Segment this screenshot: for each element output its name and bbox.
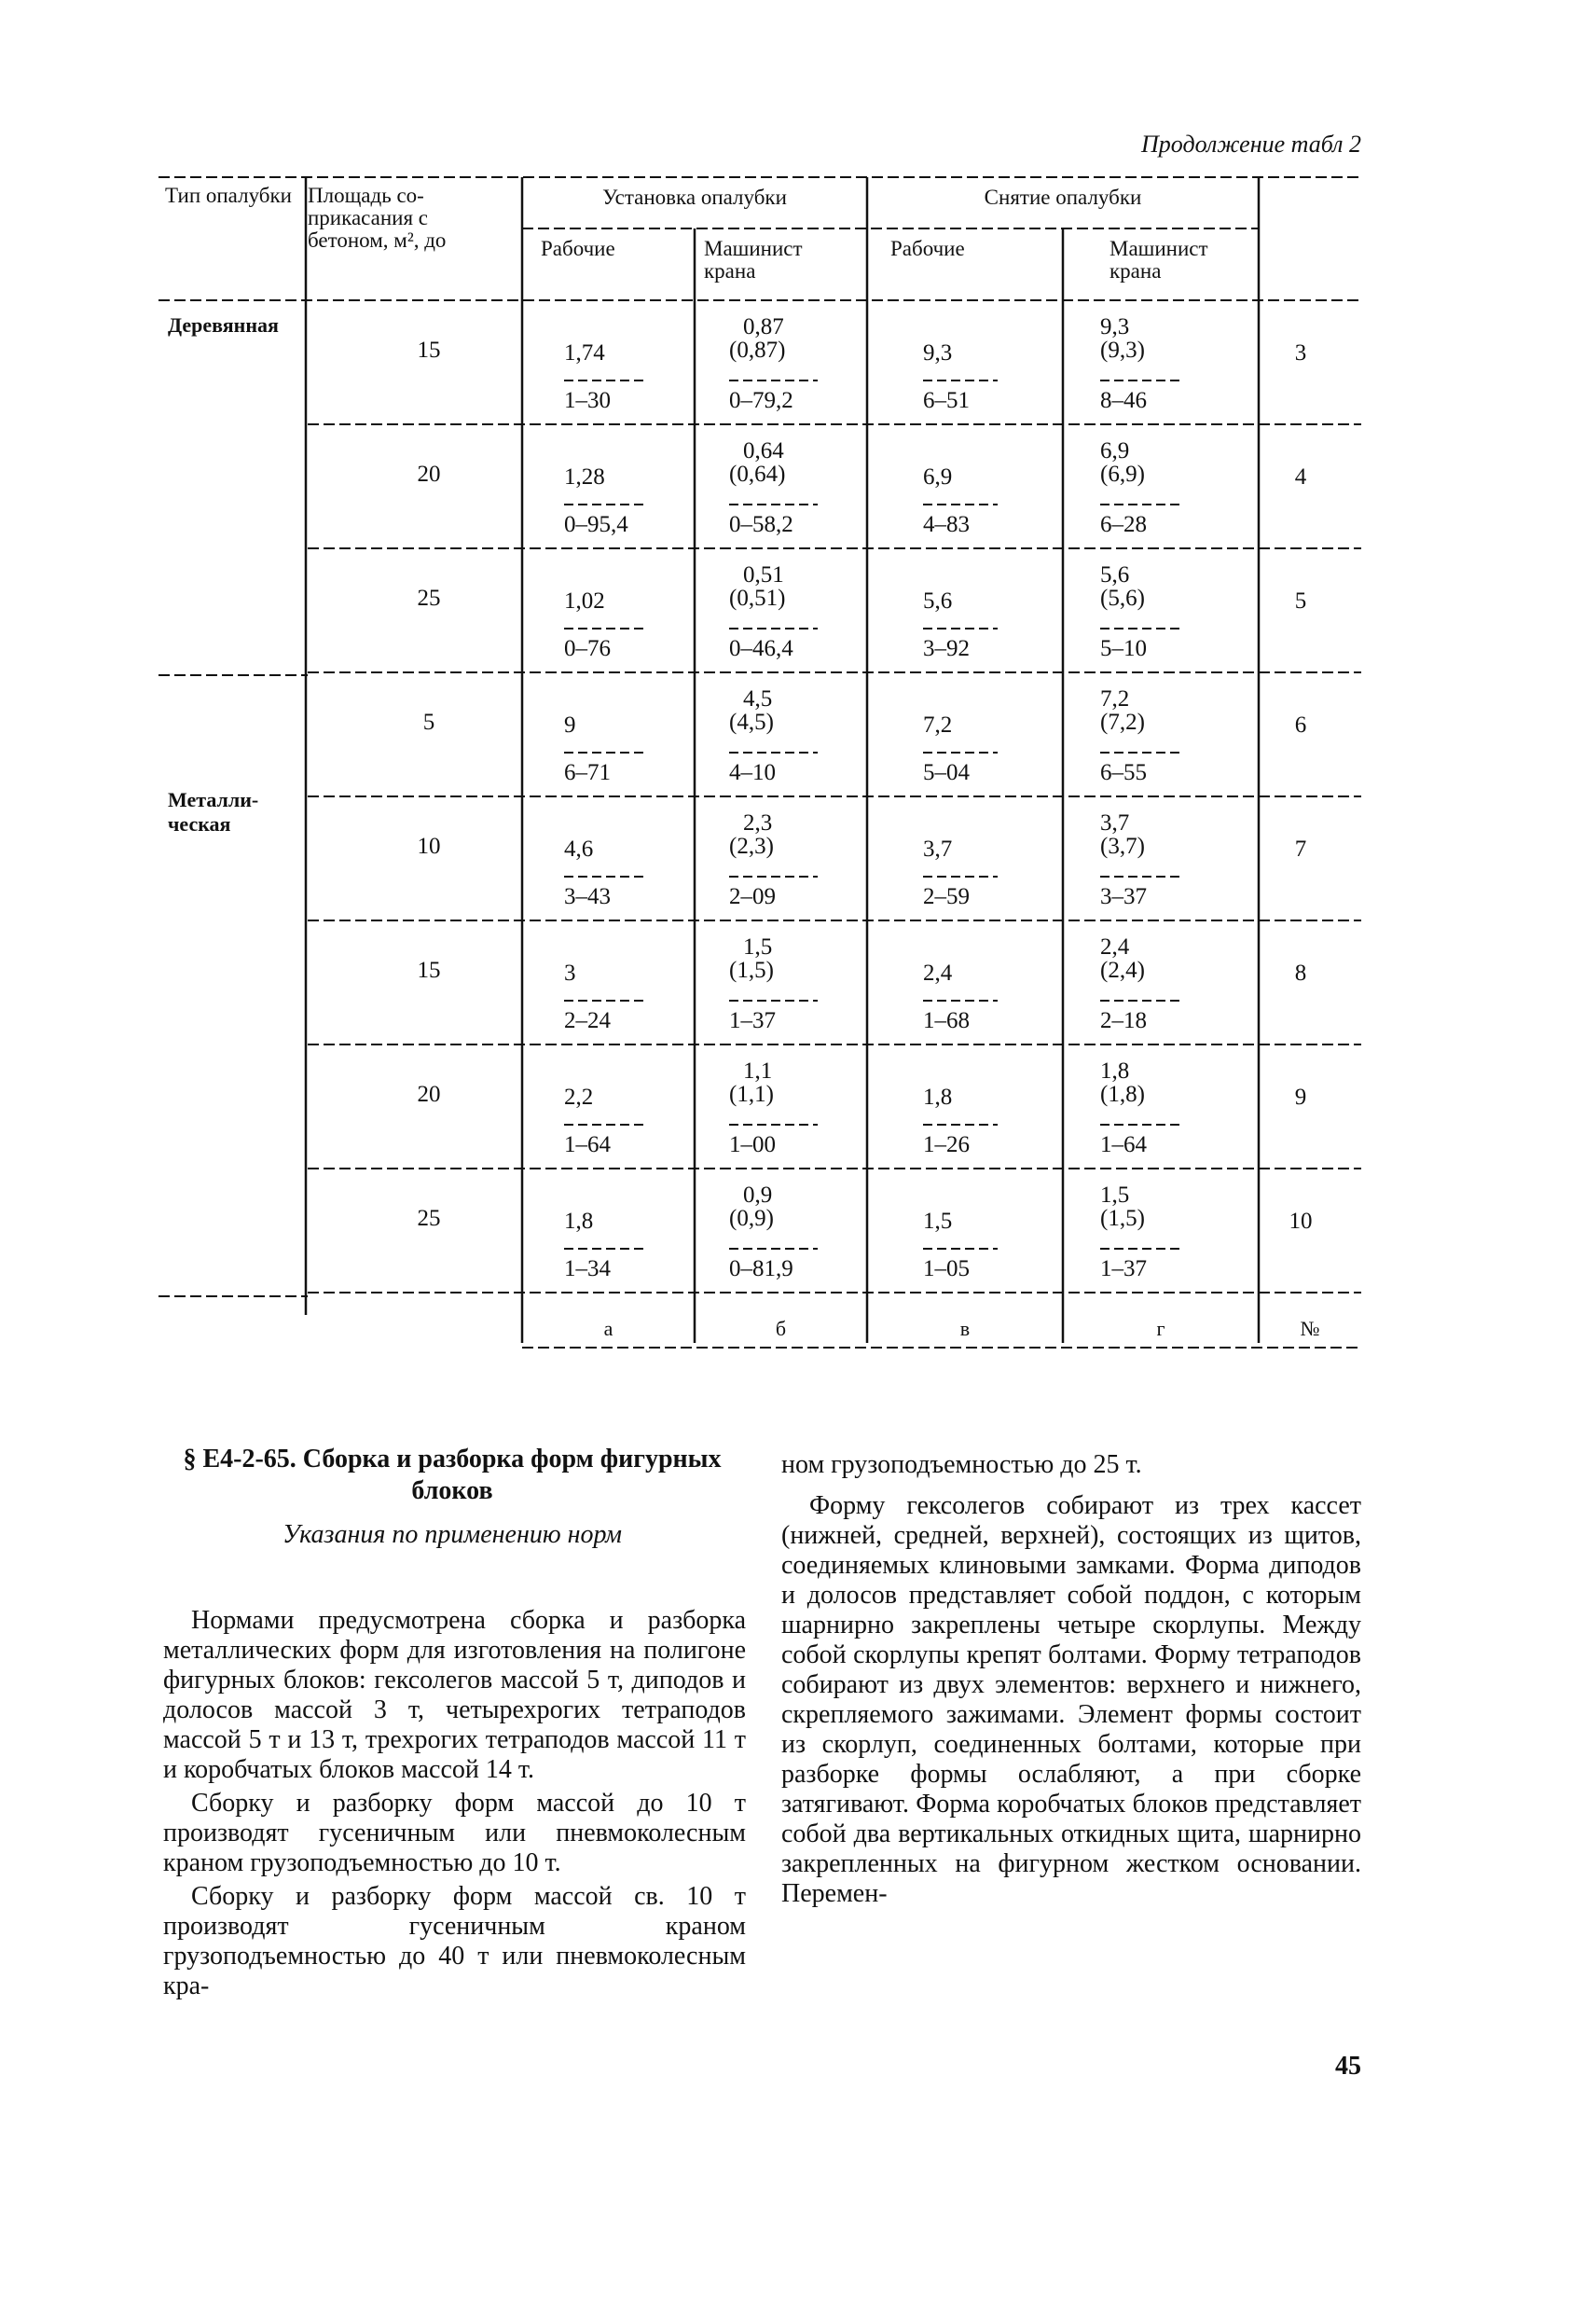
row-number: 8 (1294, 961, 1307, 986)
install-crane-norm-alt: (0,64) (729, 462, 786, 487)
install-crane-price: 1–00 (729, 1132, 776, 1157)
column-letter-b: б (775, 1317, 787, 1340)
left-paragraph-3: Сборку и разборку форм массой св. 10 т производят гусеничным краном грузоподъемностью до 40 т или пневмоколесным кра- (163, 1882, 746, 2000)
row-area: 10 (417, 834, 441, 859)
removal-crane-norm-alt: (9,3) (1100, 338, 1145, 363)
row-number: 10 (1289, 1209, 1313, 1234)
right-text-column (781, 1450, 1361, 1913)
removal-workers-norm: 6,9 (923, 464, 953, 490)
install-crane-norm: 0,64 (743, 438, 784, 463)
install-crane-norm: 1,1 (743, 1058, 773, 1084)
group-label-metal: Металли-ческая (168, 788, 259, 836)
section-subtitle: Указания по применению норм (283, 1520, 622, 1549)
header-removal-workers: Рабочие (890, 237, 965, 260)
removal-workers-price: 6–51 (923, 388, 970, 413)
removal-workers-norm: 3,7 (923, 837, 953, 862)
removal-workers-price: 1–68 (923, 1008, 970, 1033)
install-workers-price: 1–30 (564, 388, 611, 413)
removal-crane-norm: 7,2 (1100, 686, 1130, 712)
header-install-workers: Рабочие (541, 237, 615, 260)
column-letter-v: в (959, 1317, 971, 1340)
removal-crane-norm-alt: (1,8) (1100, 1082, 1145, 1107)
removal-workers-norm: 2,4 (923, 961, 953, 986)
row-area: 15 (417, 338, 441, 363)
install-workers-norm: 1,74 (564, 340, 605, 366)
removal-crane-price: 6–55 (1100, 760, 1147, 785)
removal-workers-price: 2–59 (923, 884, 970, 909)
left-paragraph-1: Нормами предусмотрена сборка и разборка металлических форм для изготовления на полигоне фигурных блоков: гексолегов массой 5 т, диподов и долосов массой 3 т, четырехрогих тетраподов массой 5 т и 13 т, трехрогих тетраподов массой 11 т и коробчатых блоков массой 14 т. (163, 1606, 746, 1784)
removal-workers-norm: 7,2 (923, 712, 953, 738)
install-crane-norm-alt: (0,9) (729, 1206, 774, 1231)
install-crane-norm-alt: (0,87) (729, 338, 786, 363)
install-crane-price: 1–37 (729, 1008, 776, 1033)
install-workers-price: 0–95,4 (564, 512, 628, 537)
install-workers-price: 2–24 (564, 1008, 611, 1033)
row-area: 5 (422, 710, 435, 735)
install-crane-norm: 0,87 (743, 314, 784, 339)
install-crane-price: 0–46,4 (729, 636, 793, 661)
removal-workers-norm: 9,3 (923, 340, 953, 366)
header-install-crane: Машинист крана (704, 237, 803, 283)
install-workers-price: 1–34 (564, 1256, 611, 1281)
install-crane-norm-alt: (4,5) (729, 710, 774, 735)
left-paragraph-2: Сборку и разборку форм массой до 10 т производят гусеничным или пневмоколесным краном грузоподъемностью до 10 т. (163, 1789, 746, 1877)
install-crane-price: 2–09 (729, 884, 776, 909)
row-area: 20 (417, 1082, 441, 1107)
removal-crane-norm: 6,9 (1100, 438, 1130, 463)
row-area: 25 (417, 1206, 441, 1231)
removal-crane-norm: 2,4 (1100, 934, 1130, 960)
column-letter-a: а (603, 1317, 613, 1340)
install-workers-price: 6–71 (564, 760, 611, 785)
install-crane-norm-alt: (2,3) (729, 834, 774, 859)
removal-crane-norm-alt: (5,6) (1100, 586, 1145, 611)
left-text-column (163, 1606, 746, 2005)
removal-crane-norm: 5,6 (1100, 562, 1130, 588)
removal-crane-norm-alt: (3,7) (1100, 834, 1145, 859)
removal-crane-norm: 1,5 (1100, 1183, 1130, 1208)
page-number: 45 (1335, 2052, 1361, 2081)
removal-crane-price: 5–10 (1100, 636, 1147, 661)
removal-workers-price: 1–05 (923, 1256, 970, 1281)
removal-crane-price: 1–64 (1100, 1132, 1147, 1157)
install-workers-norm: 9 (564, 712, 576, 738)
install-workers-price: 0–76 (564, 636, 611, 661)
row-number: 6 (1294, 712, 1307, 738)
row-number: 3 (1294, 340, 1307, 366)
removal-crane-norm-alt: (6,9) (1100, 462, 1145, 487)
install-crane-norm-alt: (1,5) (729, 958, 774, 983)
install-workers-price: 1–64 (564, 1132, 611, 1157)
removal-workers-norm: 5,6 (923, 588, 953, 614)
row-area: 20 (417, 462, 441, 487)
header-area: Площадь со-прикасания с бетоном, м², до (308, 184, 447, 252)
row-area: 15 (417, 958, 441, 983)
install-workers-norm: 1,02 (564, 588, 605, 614)
install-crane-norm: 1,5 (743, 934, 773, 960)
right-paragraph-2: Форму гексолегов собирают из трех кассет (нижней, средней, верхней), состоящих из щитов, соединяемых клиновыми замками. Форма диподов и долосов представляет собой поддон, с которым шарнирно закреплены четыре скорлупы. Между собой скорлупы крепят болтами. Форму тетраподов собирают из двух элементов: верхнего и нижнего, скрепляемого зажимами. Элемент формы состоит из скорлуп, соединенных болтами, которые при разборке формы ослабляют, а при сборке затягивают. Форма коробчатых блоков представляет собой два вертикальных откидных щита, шарнирно закрепленных на фигурном жестком основании. Перемен- (781, 1491, 1361, 1908)
removal-crane-norm-alt: (2,4) (1100, 958, 1145, 983)
install-crane-norm: 4,5 (743, 686, 773, 712)
group-label-wooden: Деревянная (168, 313, 279, 337)
section-title: § Е4-2-65. Сборка и разборка форм фигурных блоков (183, 1445, 722, 1505)
install-crane-norm: 2,3 (743, 810, 773, 836)
header-type: Тип опалубки (165, 184, 292, 207)
install-workers-norm: 4,6 (564, 837, 594, 862)
removal-crane-price: 2–18 (1100, 1008, 1147, 1033)
right-paragraph-1: ном грузоподъемностью до 25 т. (781, 1450, 1142, 1479)
column-letter-number: № (1300, 1317, 1320, 1340)
install-crane-norm: 0,9 (743, 1183, 773, 1208)
install-workers-norm: 3 (564, 961, 576, 986)
install-crane-norm-alt: (0,51) (729, 586, 786, 611)
install-workers-norm: 1,28 (564, 464, 605, 490)
removal-workers-norm: 1,5 (923, 1209, 953, 1234)
removal-crane-norm-alt: (1,5) (1100, 1206, 1145, 1231)
removal-crane-norm-alt: (7,2) (1100, 710, 1145, 735)
install-crane-norm-alt: (1,1) (729, 1082, 774, 1107)
removal-crane-price: 8–46 (1100, 388, 1147, 413)
removal-crane-norm: 9,3 (1100, 314, 1130, 339)
removal-crane-price: 6–28 (1100, 512, 1147, 537)
header-removal: Снятие опалубки (984, 186, 1142, 209)
header-removal-crane: Машинист крана (1110, 237, 1208, 283)
install-workers-price: 3–43 (564, 884, 611, 909)
removal-crane-norm: 3,7 (1100, 810, 1130, 836)
install-workers-norm: 1,8 (564, 1209, 594, 1234)
removal-crane-price: 1–37 (1100, 1256, 1147, 1281)
row-number: 5 (1294, 588, 1307, 614)
row-number: 9 (1294, 1085, 1307, 1110)
removal-workers-price: 1–26 (923, 1132, 970, 1157)
install-crane-price: 4–10 (729, 760, 776, 785)
install-crane-price: 0–79,2 (729, 388, 793, 413)
row-number: 7 (1294, 837, 1307, 862)
install-crane-price: 0–58,2 (729, 512, 793, 537)
install-workers-norm: 2,2 (564, 1085, 594, 1110)
row-number: 4 (1294, 464, 1307, 490)
removal-workers-norm: 1,8 (923, 1085, 953, 1110)
removal-crane-price: 3–37 (1100, 884, 1147, 909)
row-area: 25 (417, 586, 441, 611)
column-letter-g: г (1156, 1317, 1165, 1340)
table-caption: Продолжение табл 2 (1141, 131, 1361, 158)
removal-workers-price: 3–92 (923, 636, 970, 661)
install-crane-norm: 0,51 (743, 562, 784, 588)
removal-crane-norm: 1,8 (1100, 1058, 1130, 1084)
removal-workers-price: 5–04 (923, 760, 970, 785)
header-install: Установка опалубки (602, 186, 787, 209)
removal-workers-price: 4–83 (923, 512, 970, 537)
install-crane-price: 0–81,9 (729, 1256, 793, 1281)
